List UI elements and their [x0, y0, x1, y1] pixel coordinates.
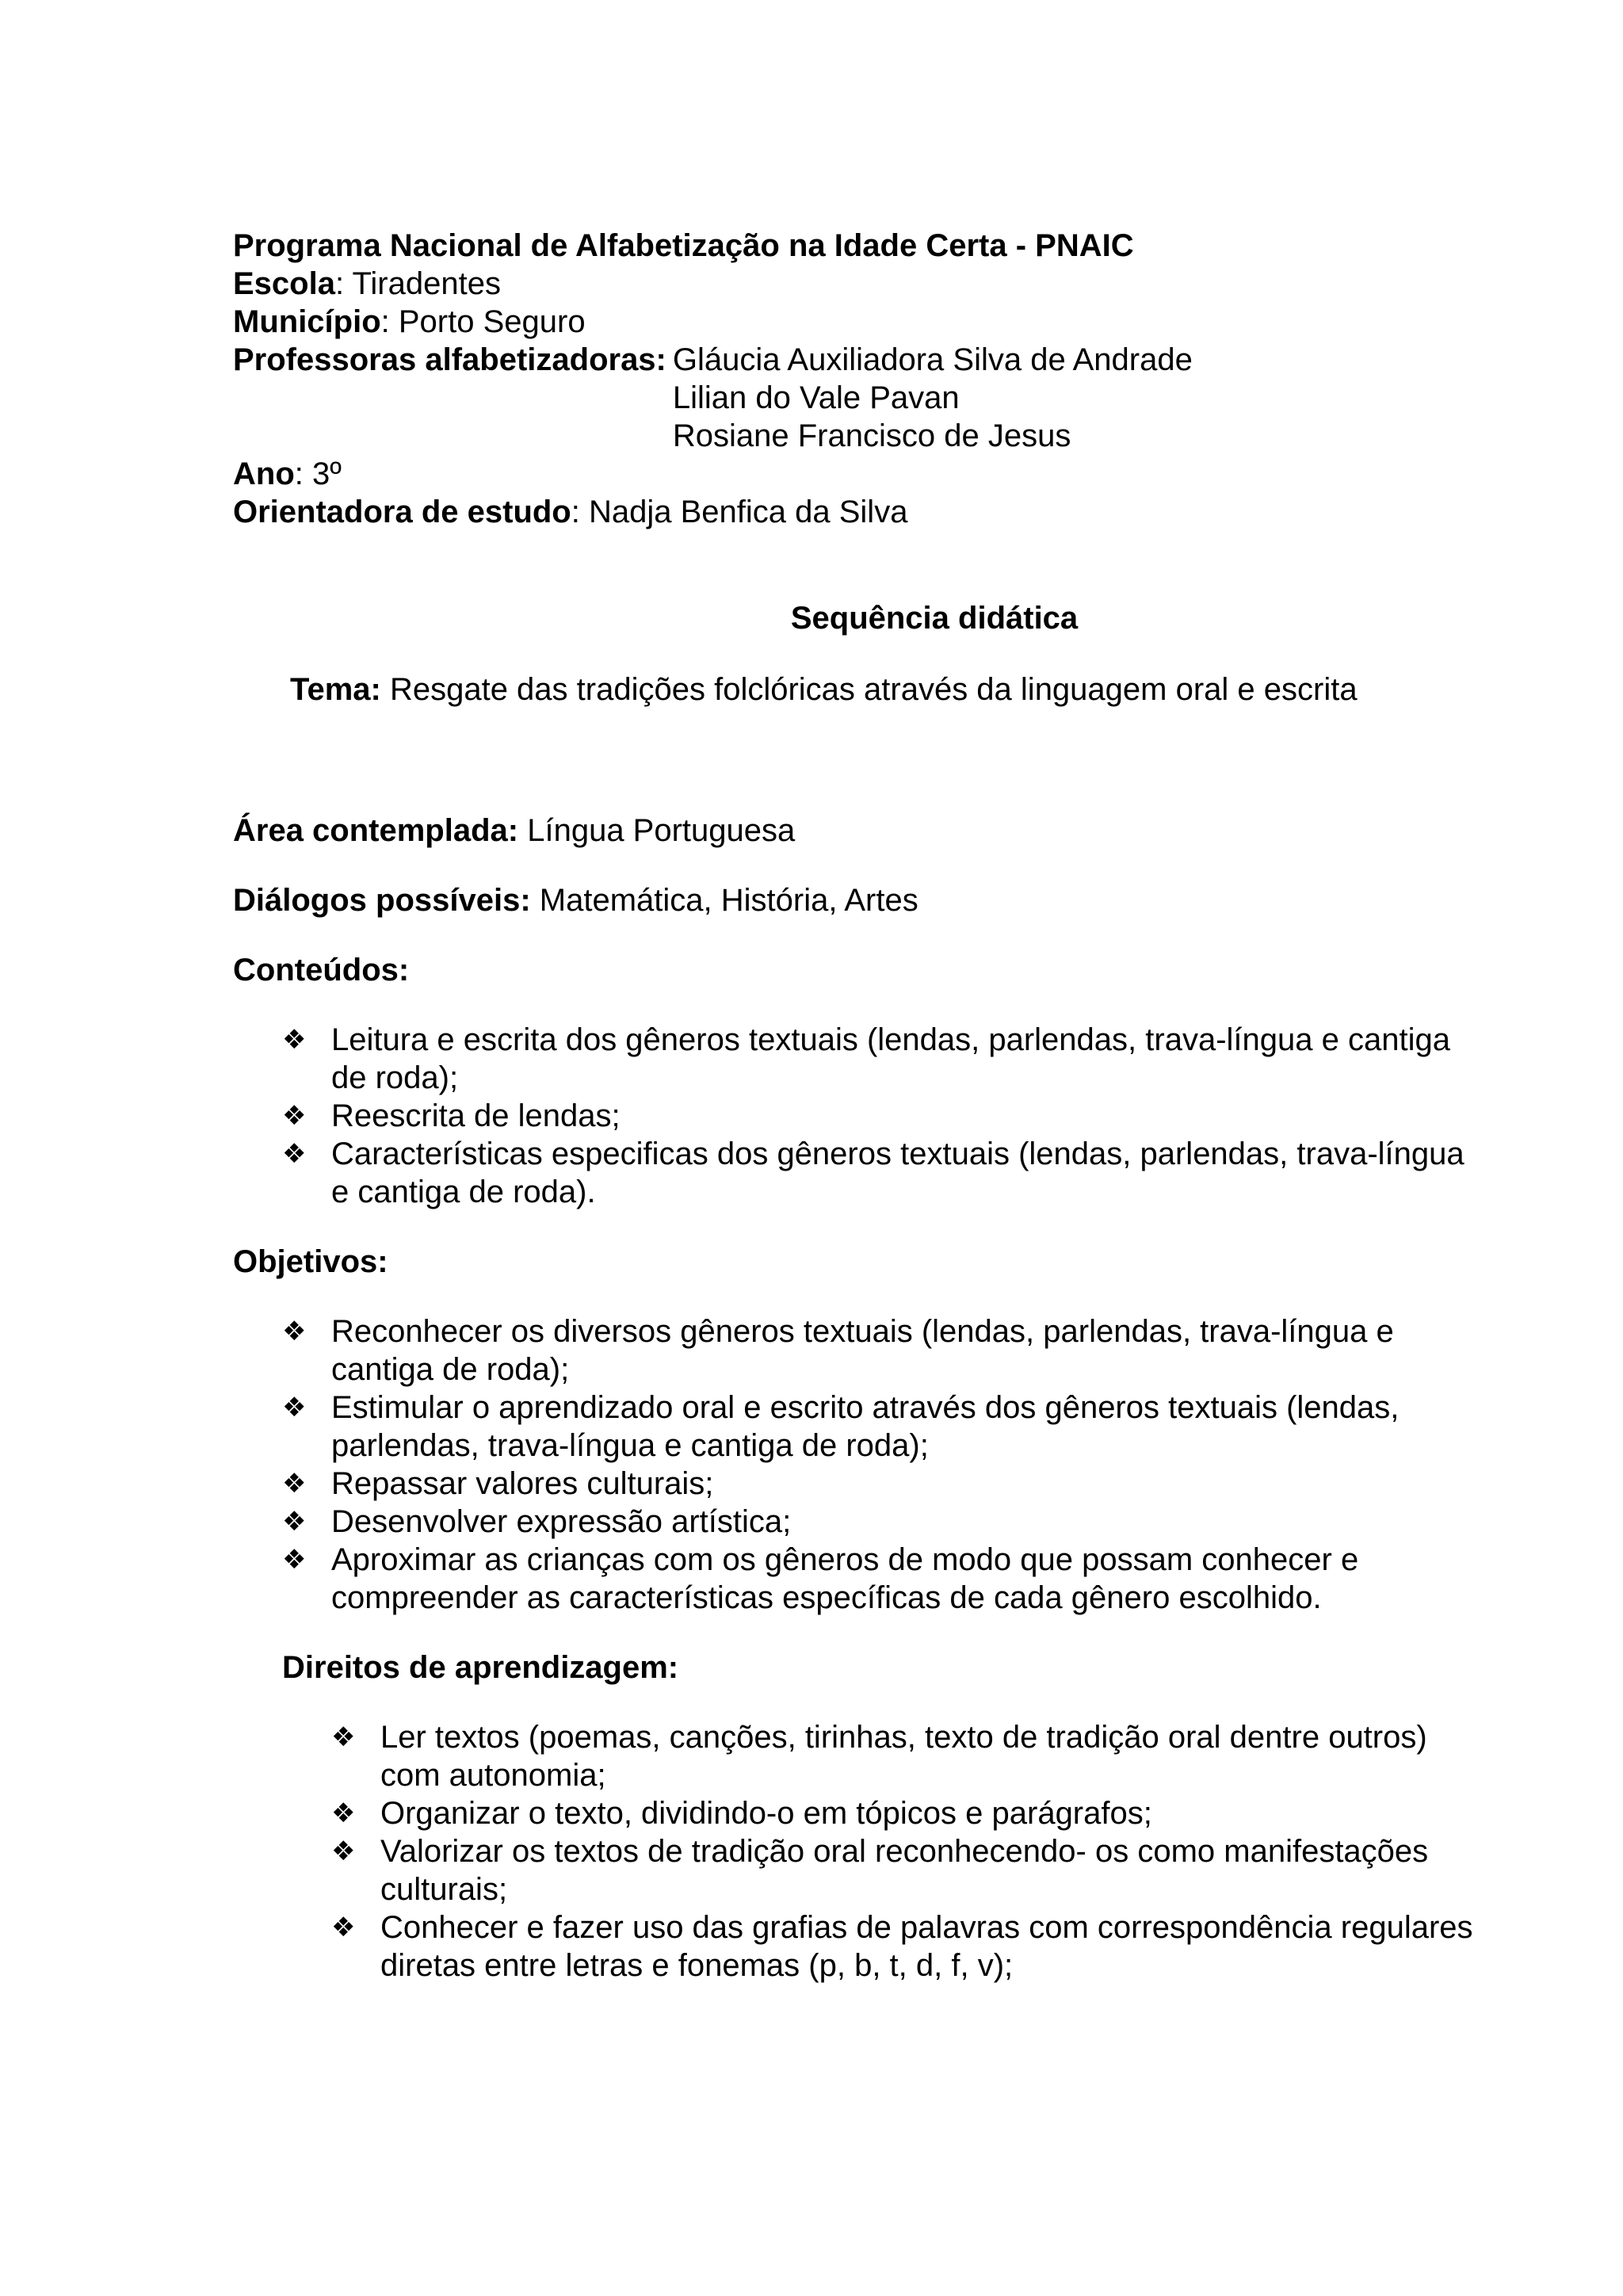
- list-item-text: Reescrita de lendas;: [331, 1098, 621, 1133]
- list-item: [233, 1097, 1485, 1135]
- direitos-title: Direitos de aprendizagem:: [282, 1650, 679, 1685]
- list-item-text: Repassar valores culturais;: [331, 1466, 714, 1501]
- ano-line: [233, 455, 1485, 493]
- list-item: [233, 1021, 1485, 1097]
- area-label: Área contemplada:: [233, 813, 519, 848]
- list-item-text: Desenvolver expressão artística;: [331, 1504, 792, 1539]
- list-item-text: Estimular o aprendizado oral e escrito através dos gêneros textuais (lendas, parlendas, trava-língua e cantiga de roda);: [331, 1390, 1400, 1463]
- ano-value: : 3º: [294, 457, 342, 491]
- orientadora-value: : Nadja Benfica da Silva: [571, 495, 908, 529]
- list-item: [233, 1135, 1485, 1211]
- area-line: [233, 812, 1485, 850]
- list-item-text: Organizar o texto, dividindo-o em tópicos e parágrafos;: [380, 1796, 1152, 1831]
- dialogos-label: Diálogos possíveis:: [233, 883, 531, 918]
- list-item-text: Aproximar as crianças com os gêneros de modo que possam conhecer e compreender as características específicas de cada gênero escolhido.: [331, 1542, 1359, 1615]
- diamond-bullet-icon: ❖: [331, 1798, 356, 1828]
- list-item: [282, 1718, 1485, 1794]
- diamond-bullet-icon: ❖: [331, 1722, 356, 1752]
- professoras-label: Professoras alfabetizadoras:: [233, 342, 666, 377]
- list-item: [233, 1389, 1485, 1465]
- diamond-bullet-icon: ❖: [282, 1101, 307, 1131]
- diamond-bullet-icon: ❖: [282, 1025, 307, 1055]
- orientadora-line: [233, 493, 1485, 531]
- ano-label: Ano: [233, 457, 295, 491]
- diamond-bullet-icon: ❖: [282, 1545, 307, 1575]
- list-item: [233, 1312, 1485, 1389]
- diamond-bullet-icon: ❖: [282, 1469, 307, 1499]
- professora-name: Rosiane Francisco de Jesus: [672, 418, 1071, 453]
- diamond-bullet-icon: ❖: [282, 1139, 307, 1169]
- direitos-section: [282, 1648, 1485, 1985]
- tema-line: [233, 670, 1485, 709]
- list-item: [282, 1832, 1485, 1908]
- direitos-list: [282, 1718, 1485, 1985]
- list-item: [233, 1541, 1485, 1617]
- objetivos-title: Objetivos:: [233, 1244, 388, 1279]
- orientadora-label: Orientadora de estudo: [233, 495, 571, 529]
- tema-value: Resgate das tradições folclóricas através da linguagem oral e escrita: [380, 672, 1358, 707]
- municipio-value: : Porto Seguro: [380, 304, 586, 339]
- list-item: [282, 1794, 1485, 1832]
- diamond-bullet-icon: ❖: [282, 1507, 307, 1537]
- escola-line: [233, 265, 1485, 303]
- municipio-line: [233, 303, 1485, 341]
- professora-name: Gláucia Auxiliadora Silva de Andrade: [672, 342, 1193, 377]
- professoras-line: [233, 341, 1485, 455]
- list-item: [233, 1503, 1485, 1541]
- list-item-text: Conhecer e fazer uso das grafias de palavras com correspondência regulares diretas entre letras e fonemas (p, b, t, d, f, v);: [380, 1910, 1473, 1983]
- escola-value: : Tiradentes: [334, 266, 501, 301]
- professoras-list: [673, 341, 1193, 455]
- diamond-bullet-icon: ❖: [331, 1836, 356, 1866]
- document-page: [233, 227, 1485, 1985]
- objetivos-list: [233, 1312, 1485, 1617]
- dialogos-line: [233, 881, 1485, 919]
- diamond-bullet-icon: ❖: [331, 1912, 356, 1943]
- conteudos-list: [233, 1021, 1485, 1211]
- list-item-text: Reconhecer os diversos gêneros textuais (lendas, parlendas, trava-língua e cantiga de roda);: [331, 1314, 1394, 1387]
- list-item-text: Valorizar os textos de tradição oral reconhecendo- os como manifestações culturais;: [380, 1834, 1429, 1907]
- diamond-bullet-icon: ❖: [282, 1392, 307, 1423]
- list-item-text: Leitura e escrita dos gêneros textuais (lendas, parlendas, trava-língua e cantiga de roda);: [331, 1022, 1450, 1095]
- list-item: [233, 1465, 1485, 1503]
- document-title: Sequência didática: [790, 601, 1079, 636]
- municipio-label: Município: [233, 304, 381, 339]
- list-item-text: Ler textos (poemas, canções, tirinhas, texto de tradição oral dentre outros) com autonomia;: [380, 1720, 1427, 1793]
- professora-name: Lilian do Vale Pavan: [672, 380, 960, 415]
- dialogos-value: Matemática, História, Artes: [530, 883, 918, 918]
- tema-label: Tema:: [290, 672, 381, 707]
- escola-label: Escola: [233, 266, 335, 301]
- conteudos-title: Conteúdos:: [233, 953, 410, 988]
- list-item-text: Características especificas dos gêneros textuais (lendas, parlendas, trava-língua e cantiga de roda).: [331, 1137, 1465, 1209]
- diamond-bullet-icon: ❖: [282, 1316, 307, 1347]
- area-value: Língua Portuguesa: [518, 813, 796, 848]
- list-item: [282, 1908, 1485, 1985]
- program-title: Programa Nacional de Alfabetização na Idade Certa - PNAIC: [233, 228, 1134, 263]
